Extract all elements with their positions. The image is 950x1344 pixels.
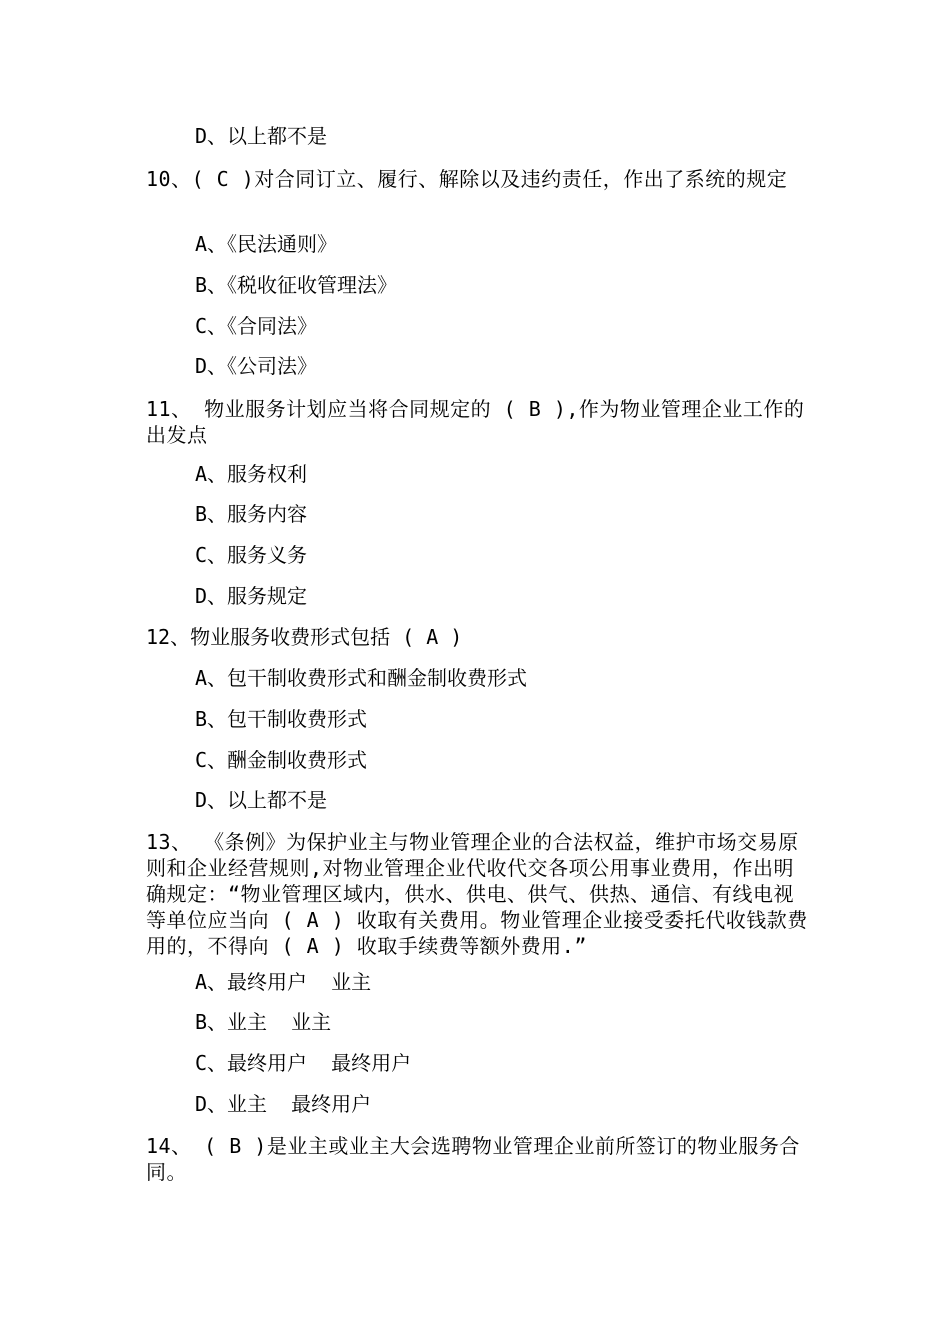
option-12-b: B、包干制收费形式: [195, 707, 368, 731]
option-12-d: D、以上都不是: [195, 788, 328, 812]
option-12-c: C、酬金制收费形式: [195, 748, 368, 772]
option-13-a: A、最终用户 业主: [195, 970, 372, 994]
option-13-c: C、最终用户 最终用户: [195, 1051, 412, 1075]
option-10-a: A、《民法通则》: [195, 232, 338, 256]
option-9-d: D、以上都不是: [195, 124, 328, 148]
option-11-d: D、服务规定: [195, 584, 308, 608]
question-12: 12、物业服务收费形式包括 ( A ): [146, 625, 463, 649]
option-10-c: C、《合同法》: [195, 314, 318, 338]
option-11-c: C、服务义务: [195, 543, 308, 567]
option-10-b: B、《税收征收管理法》: [195, 273, 398, 297]
question-11: 11、 物业服务计划应当将合同规定的 ( B ),作为物业管理企业工作的出发点: [146, 397, 805, 447]
question-10: 10、( C )对合同订立、履行、解除以及违约责任，作出了系统的规定: [146, 167, 788, 191]
option-13-d: D、业主 最终用户: [195, 1092, 372, 1116]
question-14: 14、 ( B )是业主或业主大会选聘物业管理企业前所签订的物业服务合同。: [146, 1134, 800, 1184]
option-11-a: A、服务权利: [195, 462, 308, 486]
option-13-b: B、业主 业主: [195, 1010, 332, 1034]
option-10-d: D、《公司法》: [195, 354, 318, 378]
question-13: 13、 《条例》为保护业主与物业管理企业的合法权益，维护市场交易原则和企业经营规则,对物业管理企业代收代交各项公用事业费用，作出明确规定：“物业管理区域内，供水、供电、供气、供热、通信、有线电视等单位应当向 ( A ) 收取有关费用。物业管理企业接受委托代收钱款费用的，不得向 ( A ) 收取手续费等额外费用.”: [146, 830, 808, 958]
option-12-a: A、包干制收费形式和酬金制收费形式: [195, 666, 528, 690]
option-11-b: B、服务内容: [195, 502, 308, 526]
